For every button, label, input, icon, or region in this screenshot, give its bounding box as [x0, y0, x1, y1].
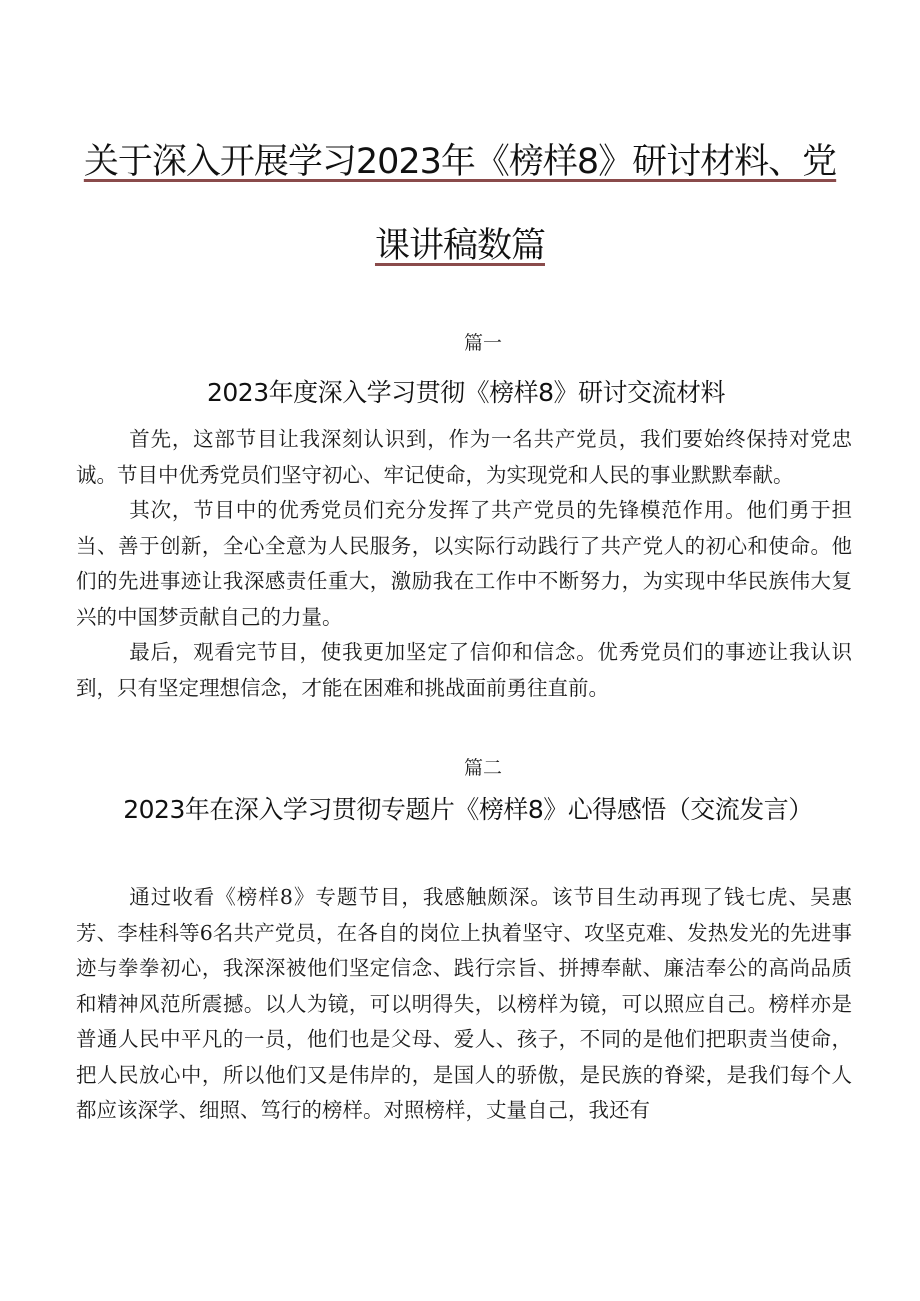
paragraph: 最后，观看完节目，使我更加坚定了信仰和信念。优秀党员们的事迹让我认识到，只有坚定理想信念，才能在困难和挑战面前勇往直前。 [76, 640, 852, 700]
section-1-label: 篇一 [463, 332, 502, 354]
document-title-line-1: 关于深入开展学习2023年《榜样8》研讨材料、党 [83, 142, 837, 182]
paragraph: 通过收看《榜样8》专题节目，我感触颇深。该节目生动再现了钱七虎、吴惠芳、李桂科等6名共产党员，在各自的岗位上执着坚守、攻坚克难、发热发光的先进事迹与拳拳初心，我深深被他们坚定信念、践行宗旨、拼搏奉献、廉洁奉公的高尚品质和精神风范所震撼。以人为镜，可以明得失，以榜样为镜，可以照应自己。榜样亦是普通人民中平凡的一员，他们也是父母、爱人、孩子，不同的是他们把职责当使命，把人民放心中，所以他们又是伟岸的，是国人的骄傲，是民族的脊梁，是我们每个人都应该深学、细照、笃行的榜样。对照榜样，丈量自己，我还有 [76, 885, 852, 1122]
section-1-heading: 2023年度深入学习贯彻《榜样8》研讨交流材料 [206, 378, 726, 407]
document-title-line-2: 课讲稿数篇 [374, 226, 545, 266]
section-2-body [76, 880, 852, 1129]
section-2-label: 篇二 [463, 757, 502, 779]
section-2-heading: 2023年在深入学习贯彻专题片《榜样8》心得感悟（交流发言） [123, 795, 813, 824]
section-1-body [76, 422, 852, 706]
paragraph: 首先，这部节目让我深刻认识到，作为一名共产党员，我们要始终保持对党忠诚。节目中优秀党员们坚守初心、牢记使命，为实现党和人民的事业默默奉献。 [76, 427, 852, 487]
paragraph: 其次，节目中的优秀党员们充分发挥了共产党员的先锋模范作用。他们勇于担当、善于创新，全心全意为人民服务，以实际行动践行了共产党人的初心和使命。他们的先进事迹让我深感责任重大，激励我在工作中不断努力，为实现中华民族伟大复兴的中国梦贡献自己的力量。 [76, 498, 852, 629]
